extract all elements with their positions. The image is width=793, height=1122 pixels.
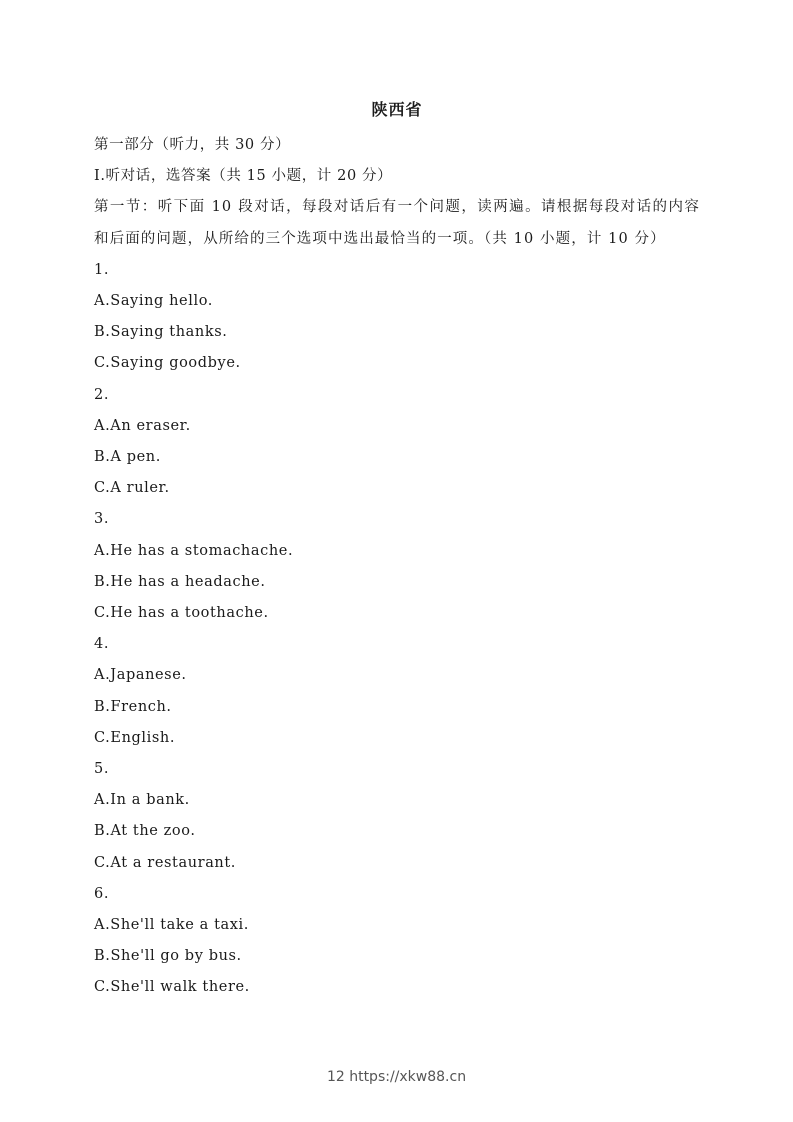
document-page	[94, 98, 700, 1004]
answer-option: C.A ruler.	[94, 480, 170, 497]
answer-option: C.Saying goodbye.	[94, 355, 241, 372]
section-heading: I.听对话，选答案（共 15 小题，计 20 分）	[94, 168, 393, 185]
question-item	[94, 504, 700, 629]
question-number: 6.	[94, 885, 110, 902]
answer-option: A.She'll take a taxi.	[94, 917, 250, 934]
question-item	[94, 255, 700, 380]
instructions-paragraph: 第一节：听下面 10 段对话，每段对话后有一个问题，读两遍。请根据每段对话的内容和后面的问题，从所给的三个选项中选出最恰当的一项。（共 10 小题，计 10 分）	[94, 199, 700, 247]
answer-option: B.French.	[94, 698, 172, 715]
answer-option: C.At a restaurant.	[94, 854, 237, 871]
question-number: 4.	[94, 636, 110, 653]
answer-option: B.A pen.	[94, 449, 161, 466]
answer-option: A.An eraser.	[94, 417, 191, 434]
question-item	[94, 879, 700, 1004]
question-item	[94, 380, 700, 505]
question-item	[94, 754, 700, 879]
answer-option: B.She'll go by bus.	[94, 948, 242, 965]
question-number: 5.	[94, 761, 110, 778]
page-title: 陕西省	[371, 100, 423, 119]
question-list	[94, 255, 700, 1004]
question-number: 1.	[94, 261, 110, 278]
answer-option: A.In a bank.	[94, 792, 190, 809]
answer-option: B.At the zoo.	[94, 823, 196, 840]
answer-option: A.Japanese.	[94, 667, 187, 684]
answer-option: A.Saying hello.	[94, 293, 213, 310]
page-footer: 12 https://xkw88.cn	[326, 1069, 467, 1085]
question-number: 3.	[94, 511, 110, 528]
question-number: 2.	[94, 386, 110, 403]
answer-option: B.He has a headache.	[94, 573, 266, 590]
answer-option: C.He has a toothache.	[94, 605, 269, 622]
question-item	[94, 629, 700, 754]
answer-option: A.He has a stomachache.	[94, 542, 294, 559]
answer-option: C.English.	[94, 729, 176, 746]
answer-option: B.Saying thanks.	[94, 324, 228, 341]
answer-option: C.She'll walk there.	[94, 979, 250, 996]
part-heading: 第一部分（听力，共 30 分）	[94, 137, 291, 153]
